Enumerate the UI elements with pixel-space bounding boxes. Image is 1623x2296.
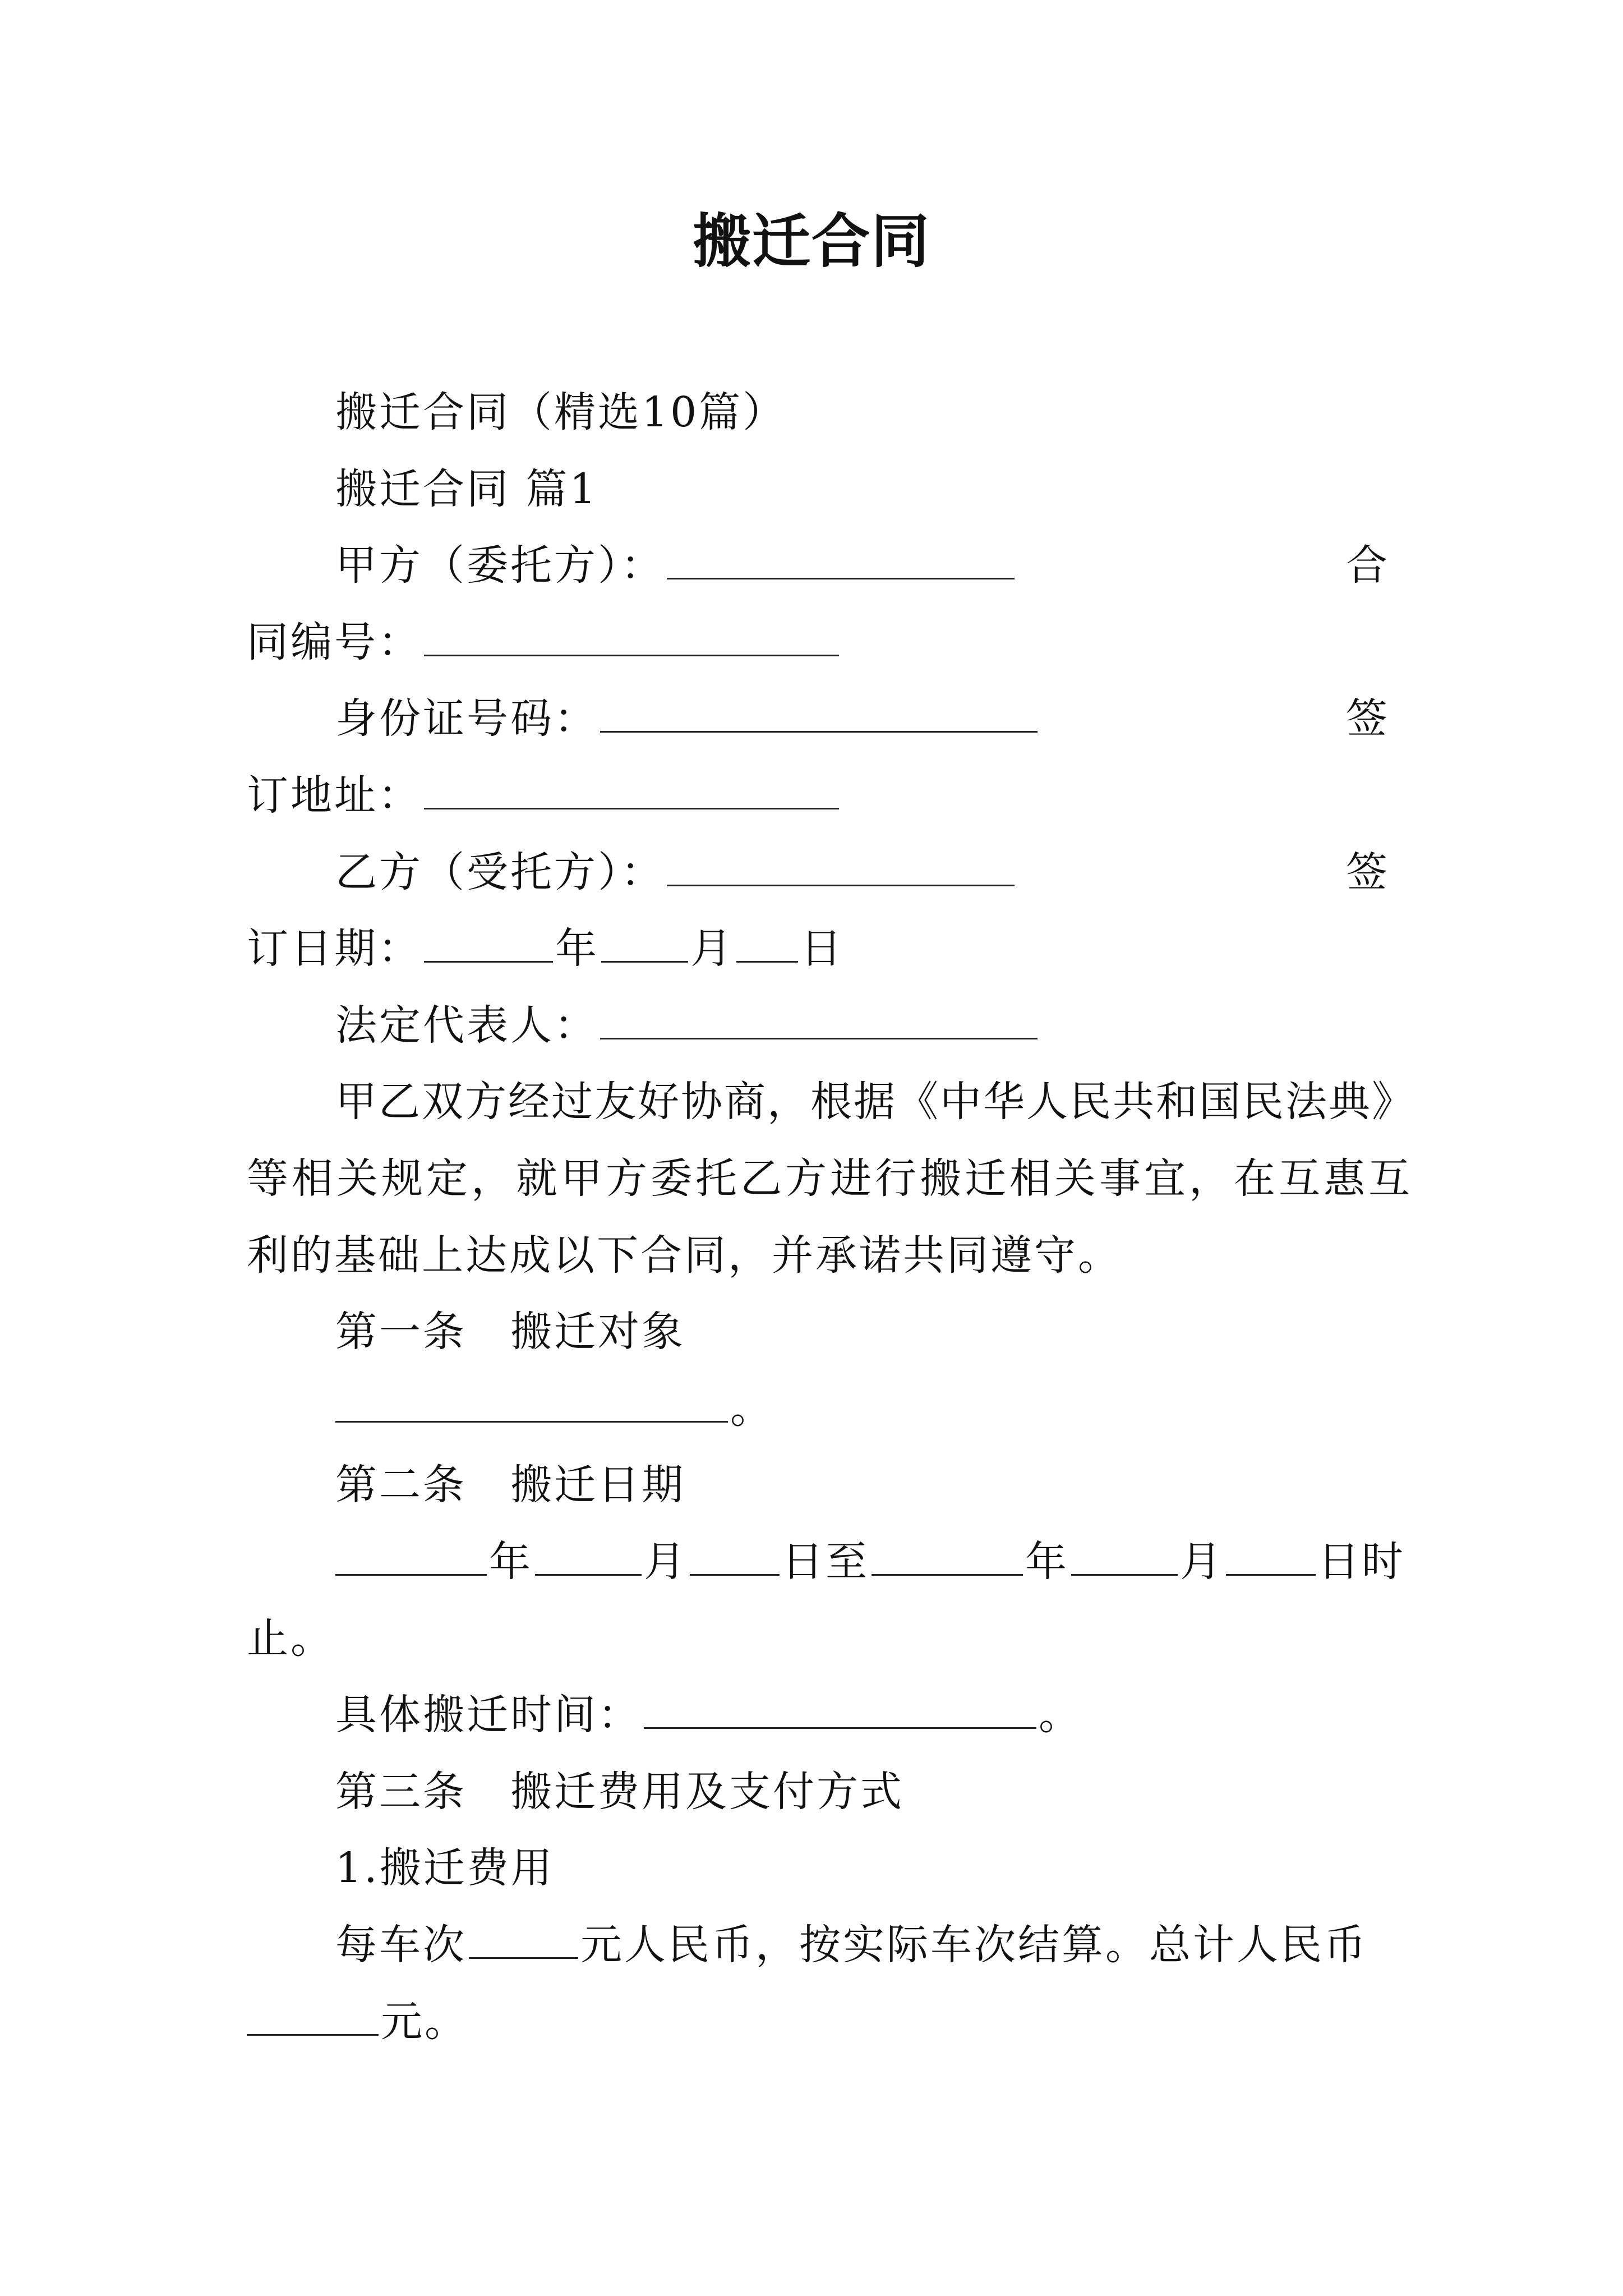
article-1-period: 。 — [730, 1384, 774, 1433]
start-year-label: 年 — [489, 1538, 533, 1586]
moving-date-line — [335, 1534, 1405, 1590]
fee-line-2-text: 元。 — [381, 1998, 468, 2046]
sign-date-label: 订日期： — [247, 924, 422, 973]
sign-month-blank[interactable] — [601, 922, 688, 963]
fee-per-trip-blank[interactable] — [469, 1918, 578, 1959]
moving-date-end: 止。 — [247, 1614, 334, 1663]
party-a-blank[interactable] — [667, 539, 1015, 579]
day-label: 日 — [800, 924, 844, 973]
article-1-heading: 第一条 搬迁对象 — [335, 1308, 685, 1356]
document-title: 搬迁合同 — [692, 207, 930, 275]
intro-line-2: 等相关规定，就甲方委托乙方进行搬迁相关事宜，在互惠互 — [247, 1154, 1413, 1203]
intro-line-1: 甲乙双方经过友好协商，根据《中华人民共和国民法典》 — [335, 1078, 1415, 1126]
year-label: 年 — [555, 924, 599, 973]
contract-no-label: 同编号： — [247, 618, 422, 666]
moving-time-line — [335, 1687, 1082, 1743]
contract-no-first-char: 合 — [1346, 541, 1387, 590]
moving-time-label: 具体搬迁时间： — [335, 1691, 642, 1739]
document-subtitle: 搬迁合同（精选10篇） — [335, 388, 787, 436]
id-blank[interactable] — [600, 692, 1038, 733]
party-a-label: 甲方（委托方）： — [335, 541, 665, 590]
fee-line-1-rest: 元人民币，按实际车次结算。总计人民币 — [580, 1921, 1368, 1969]
contract-no-blank[interactable] — [424, 615, 839, 656]
party-b-line — [335, 844, 1017, 900]
legal-rep-label: 法定代表人： — [335, 1001, 598, 1050]
end-day-blank[interactable] — [1226, 1535, 1316, 1576]
article-1-line — [335, 1381, 774, 1437]
end-year-label: 年 — [1025, 1538, 1069, 1586]
end-year-blank[interactable] — [872, 1535, 1023, 1576]
section-title: 搬迁合同 篇1 — [335, 465, 598, 513]
id-label: 身份证号码： — [335, 694, 598, 743]
sign-day-blank[interactable] — [736, 922, 798, 963]
moving-object-blank[interactable] — [335, 1382, 728, 1423]
id-line — [335, 691, 1040, 747]
intro-line-3: 利的基础上达成以下合同，并承诺共同遵守。 — [247, 1231, 1122, 1280]
fee-line-1 — [335, 1917, 1368, 1973]
sign-addr-first-char: 签 — [1346, 694, 1387, 743]
sign-addr-blank[interactable] — [424, 769, 839, 809]
article-2-heading: 第二条 搬迁日期 — [335, 1461, 685, 1509]
month-label: 月 — [690, 924, 734, 973]
contract-no-line — [247, 614, 841, 670]
start-month-blank[interactable] — [535, 1535, 642, 1576]
start-year-blank[interactable] — [335, 1535, 487, 1576]
sign-addr-line — [247, 767, 841, 823]
sign-date-line — [247, 921, 844, 977]
fee-line-2 — [247, 1994, 468, 2050]
party-a-line — [335, 537, 1017, 593]
legal-rep-line — [335, 997, 1040, 1053]
sign-year-blank[interactable] — [424, 922, 553, 963]
start-day-label: 日至 — [782, 1538, 869, 1586]
party-b-label: 乙方（受托方）： — [335, 848, 665, 896]
fee-per-trip-label: 每车次 — [335, 1921, 467, 1969]
party-b-blank[interactable] — [667, 845, 1015, 886]
moving-time-period: 。 — [1039, 1691, 1082, 1739]
legal-rep-blank[interactable] — [600, 999, 1038, 1039]
article-3-heading: 第三条 搬迁费用及支付方式 — [335, 1768, 904, 1816]
fee-total-blank[interactable] — [247, 1995, 379, 2036]
start-day-blank[interactable] — [690, 1535, 780, 1576]
end-month-blank[interactable] — [1071, 1535, 1178, 1576]
end-month-label: 月 — [1180, 1538, 1224, 1586]
fee-item-heading: 1.搬迁费用 — [335, 1844, 555, 1892]
sign-date-first-char: 签 — [1346, 848, 1387, 896]
sign-addr-label: 订地址： — [247, 771, 422, 820]
moving-time-blank[interactable] — [644, 1688, 1036, 1729]
start-month-label: 月 — [644, 1538, 688, 1586]
end-day-label: 日时 — [1318, 1538, 1405, 1586]
